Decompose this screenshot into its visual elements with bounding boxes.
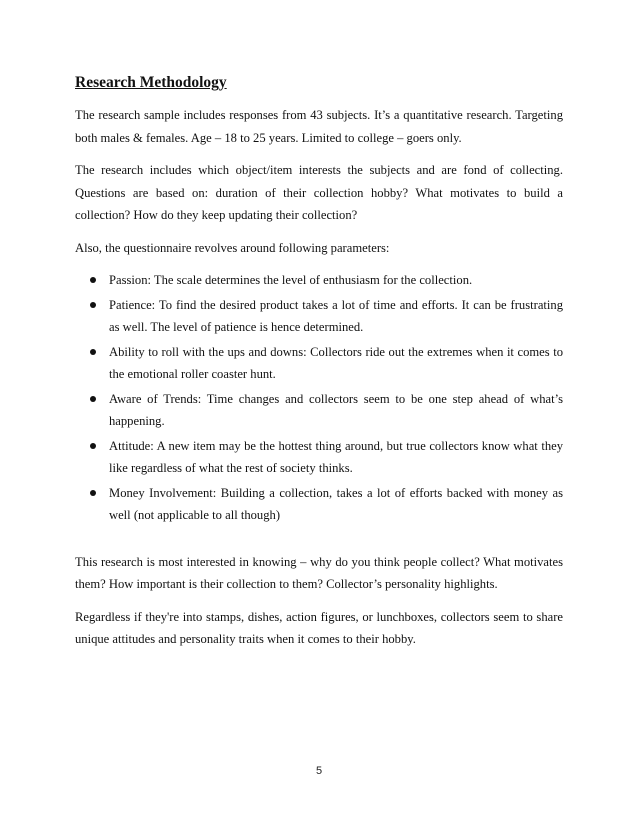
paragraph-interest: This research is most interested in knowing – why do you think people collect? What motivates them? How important is their collection to them? Collector’s personality highlights. <box>75 554 563 591</box>
parameter-list <box>75 269 563 527</box>
bullet-icon <box>90 490 96 496</box>
list-item-text: Attitude: A new item may be the hottest thing around, but true collectors know what they like regardless of what the rest of society thinks. <box>109 438 563 475</box>
paragraph-sample: The research sample includes responses from 43 subjects. It’s a quantitative research. Targeting both males & females. Age – 18 to 25 years. Limited to college – goers only. <box>75 108 563 145</box>
bullet-icon <box>90 277 96 283</box>
list-item-passion <box>75 269 563 292</box>
bullet-icon <box>90 396 96 402</box>
page-number: 5 <box>315 765 323 777</box>
bullet-icon <box>90 443 96 449</box>
paragraph-parameters-intro: Also, the questionnaire revolves around following parameters: <box>75 240 390 255</box>
section-heading: Research Methodology <box>75 74 227 91</box>
paragraph-regardless: Regardless if they're into stamps, dishes, action figures, or lunchboxes, collectors seem to share unique attitudes and personality traits when it comes to their hobby. <box>75 609 563 646</box>
blank-line <box>75 529 563 551</box>
list-item-text: Patience: To find the desired product takes a lot of time and efforts. It can be frustrating as well. The level of patience is hence determined. <box>109 297 563 334</box>
list-item-text: Money Involvement: Building a collection, takes a lot of efforts backed with money as well (not applicable to all though) <box>109 485 563 522</box>
list-item-trends <box>75 388 563 433</box>
list-item-money <box>75 482 563 527</box>
paragraph-objects: The research includes which object/item interests the subjects and are fond of collecting. Questions are based on: duration of their collection hobby? What motivates to build a collection? How do they keep updating their collection? <box>75 163 563 222</box>
bullet-icon <box>90 349 96 355</box>
list-item-ups-downs <box>75 341 563 386</box>
bullet-icon <box>90 302 96 308</box>
list-item-text: Ability to roll with the ups and downs: Collectors ride out the extremes when it comes to the emotional roller coaster hunt. <box>109 344 563 381</box>
list-item-patience <box>75 294 563 339</box>
list-item-text: Aware of Trends: Time changes and collectors seem to be one step ahead of what’s happening. <box>109 391 563 428</box>
page-content <box>75 72 563 661</box>
list-item-attitude <box>75 435 563 480</box>
list-item-text: Passion: The scale determines the level of enthusiasm for the collection. <box>109 273 473 287</box>
